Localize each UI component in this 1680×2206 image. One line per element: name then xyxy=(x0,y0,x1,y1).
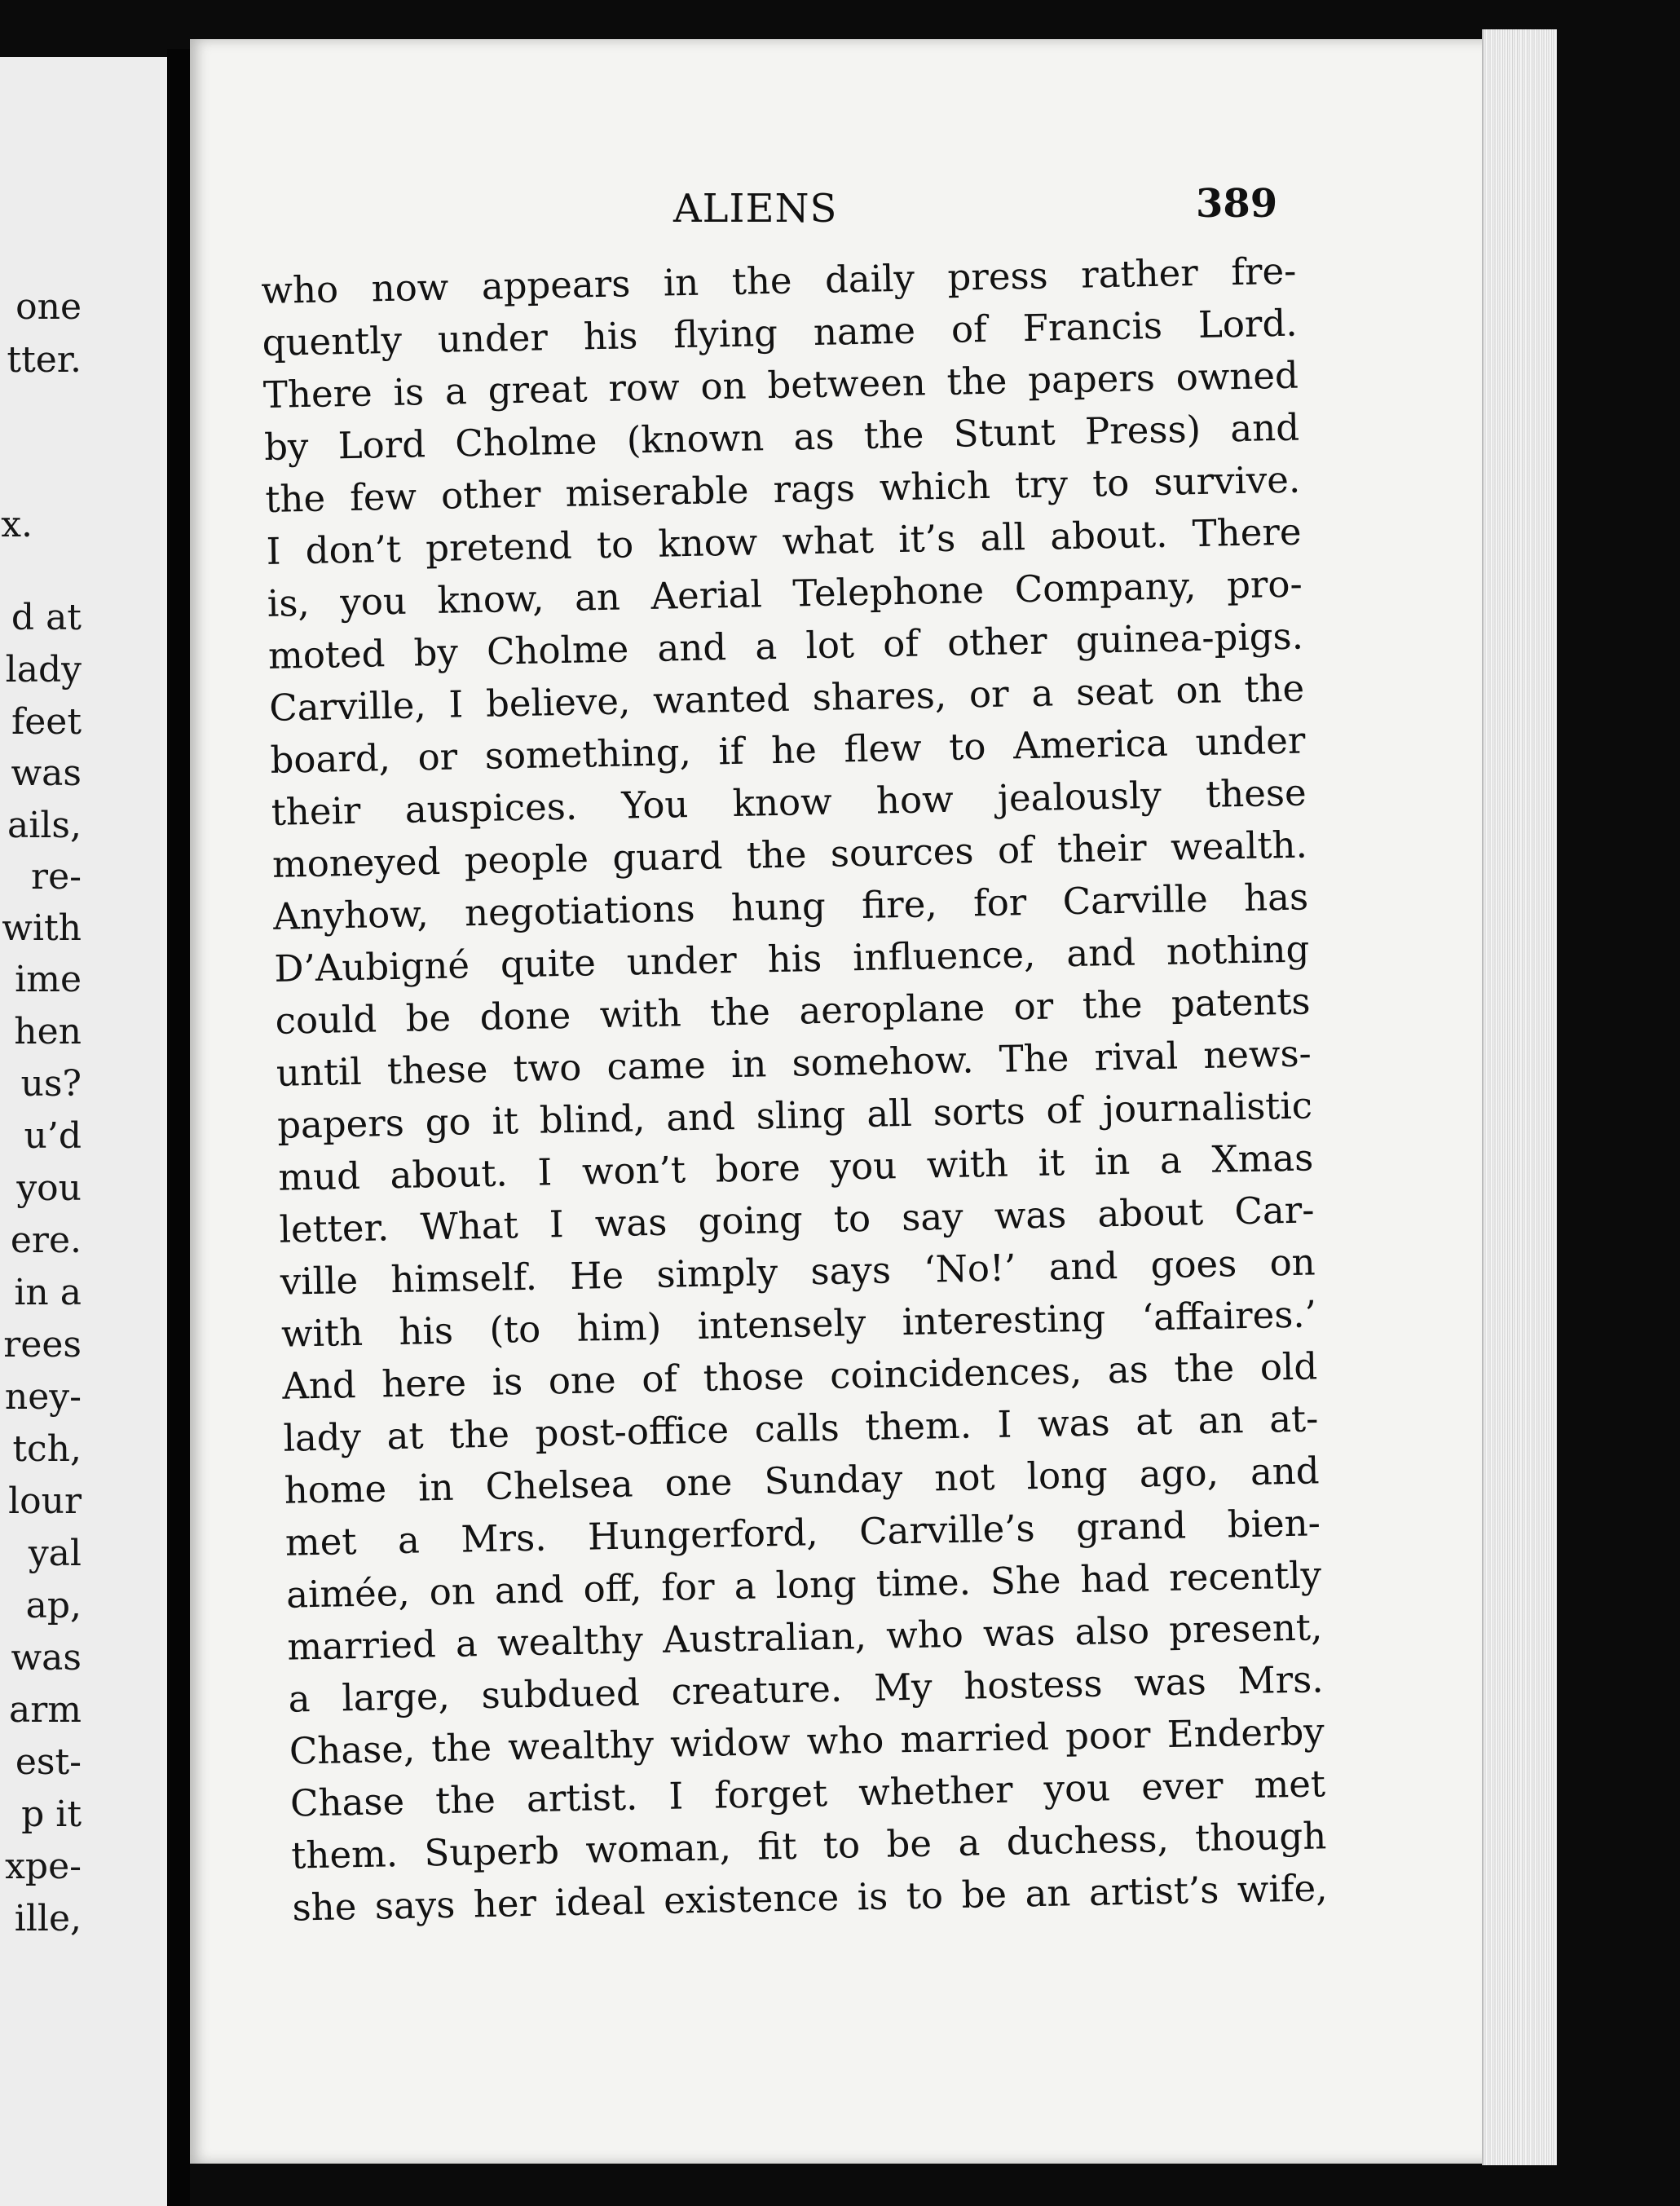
text-line: Carville, I believe, wanted shares, or a seat on the xyxy=(268,666,1305,730)
text-line: mud about. I won’t bore you with it in a Xmas xyxy=(277,1136,1314,1199)
text-line: Anyhow, negotiations hung fire, for Carville has xyxy=(272,875,1309,938)
text-line: quently under his flying name of Francis Lord. xyxy=(262,301,1299,364)
book-gutter xyxy=(167,49,190,2206)
text-line: ville himself. He simply says ‘No!’ and goes on xyxy=(280,1240,1316,1304)
left-page-fragment: x. xyxy=(1,504,33,545)
left-page-fragment: tch, xyxy=(12,1428,82,1470)
text-line: married a wealthy Australian, who was also present, xyxy=(286,1605,1323,1669)
text-line: a large, subdued creature. My hostess was Mrs. xyxy=(288,1657,1324,1721)
text-line: Chase, the wealthy widow who married poor Enderby xyxy=(289,1710,1325,1773)
text-line: who now appears in the daily press rather fre- xyxy=(261,249,1297,312)
left-page-fragment: was xyxy=(11,752,82,794)
text-line: letter. What I was going to say was about Car- xyxy=(279,1188,1315,1251)
left-page-fragment: ap, xyxy=(25,1585,82,1626)
text-line: is, you know, an Aerial Telephone Company, pro- xyxy=(267,562,1303,625)
left-page-fragment: was xyxy=(11,1637,82,1679)
text-line: by Lord Cholme (known as the Stunt Press) and xyxy=(263,405,1300,469)
text-line: And here is one of those coincidences, as the old xyxy=(281,1344,1318,1408)
text-line: could be done with the aeroplane or the patents xyxy=(275,979,1311,1043)
left-page-fragment: p it xyxy=(21,1793,82,1835)
left-page-fragment: ere. xyxy=(10,1220,82,1261)
left-page-fragment: ille, xyxy=(14,1898,82,1939)
page-number: 389 xyxy=(1196,181,1278,227)
text-line: the few other miserable rags which try to survive. xyxy=(264,457,1301,521)
left-page-fragment: ney- xyxy=(4,1376,82,1418)
text-line: met a Mrs. Hungerford, Carville’s grand bien- xyxy=(284,1501,1321,1564)
text-line: moneyed people guard the sources of their wealth. xyxy=(271,823,1308,886)
left-page-fragment: est- xyxy=(15,1741,82,1783)
left-page-fragment: ime xyxy=(15,959,82,1000)
running-head: ALIENS xyxy=(673,186,838,232)
text-line: until these two came in somehow. The rival news- xyxy=(276,1031,1312,1095)
text-line: their auspices. You know how jealously these xyxy=(271,770,1307,834)
text-line: them. Superb woman, fit to be a duchess, though xyxy=(290,1814,1327,1877)
left-page-fragment: with xyxy=(2,907,82,949)
text-line: with his (to him) intensely interesting ‘affaires.’ xyxy=(280,1292,1317,1356)
left-page-fragment: in a xyxy=(14,1272,82,1313)
left-page-fragment: tter. xyxy=(7,339,82,381)
left-page-fragment: u’d xyxy=(24,1115,82,1157)
body-text xyxy=(261,249,1328,1948)
text-line: D’Aubigné quite under his influence, and nothing xyxy=(273,927,1310,990)
text-line: papers go it blind, and sling all sorts of journalistic xyxy=(276,1083,1313,1147)
left-page-fragment: one xyxy=(15,286,82,328)
text-line: There is a great row on between the papers owned xyxy=(262,353,1299,417)
left-page-fragment: lour xyxy=(8,1480,82,1522)
left-page-fragment: feet xyxy=(11,701,82,743)
text-line: board, or something, if he flew to America under xyxy=(270,718,1306,782)
text-line: home in Chelsea one Sunday not long ago, and xyxy=(284,1449,1321,1512)
left-page-fragment: you xyxy=(16,1167,82,1209)
left-page-fragment: rees xyxy=(3,1324,82,1366)
left-page-fragment: ails, xyxy=(7,805,82,846)
left-page-fragment: lady xyxy=(5,649,82,690)
left-page-fragment: hen xyxy=(14,1011,82,1052)
text-line: lady at the post-office calls them. I was at an at- xyxy=(283,1396,1319,1460)
text-line: aimée, on and off, for a long time. She had recently xyxy=(285,1553,1322,1617)
left-page-fragment: d at xyxy=(11,597,82,638)
page-edges xyxy=(1482,29,1557,2165)
text-line: I don’t pretend to know what it’s all about. There xyxy=(266,510,1302,573)
left-facing-page xyxy=(0,57,167,2206)
left-page-fragment: arm xyxy=(9,1689,82,1731)
left-page-fragment: xpe- xyxy=(5,1846,82,1887)
text-line: Chase the artist. I forget whether you ever met xyxy=(289,1762,1326,1825)
left-page-fragment: re- xyxy=(31,856,82,898)
text-line: she says her ideal existence is to be an artist’s wife, xyxy=(292,1866,1328,1930)
text-line: moted by Cholme and a lot of other guinea-pigs. xyxy=(267,614,1304,677)
left-page-fragment: yal xyxy=(28,1533,82,1574)
left-page-fragment: us? xyxy=(20,1063,82,1105)
